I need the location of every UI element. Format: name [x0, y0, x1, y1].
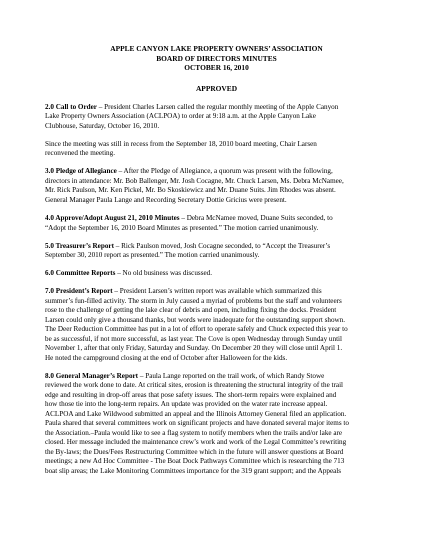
- approval-status: APPROVED: [195, 83, 238, 93]
- section-text: – After the Pledge of Allegiance, a quorum was present with the following,: [116, 167, 333, 176]
- section-text: closed. Her message included the maintenance crew’s work and work of the Legal Committee’s rewriting: [45, 438, 347, 447]
- text-line: [45, 306, 388, 316]
- text-line: [45, 297, 388, 307]
- section-text: – President Charles Larsen called the regular monthly meeting of the Apple Canyon: [96, 102, 339, 111]
- text-line: [45, 214, 388, 224]
- minutes-section: [45, 140, 388, 159]
- text-line: [45, 344, 388, 354]
- text-line: [45, 381, 388, 391]
- association-name: APPLE CANYON LAKE PROPERTY OWNERS’ ASSOCIATION: [110, 44, 323, 53]
- text-line: [45, 467, 388, 477]
- text-line: [45, 410, 388, 420]
- text-line: [45, 391, 388, 401]
- text-line: [45, 140, 388, 150]
- text-line: [45, 186, 388, 196]
- text-line: [45, 196, 388, 206]
- section-text: the By-laws; the Dues/Fees Restructuring Committee which in the future will answer questions at Board: [45, 447, 344, 456]
- text-line: [45, 457, 388, 467]
- section-text: – President Larsen’s written report was available which summarized this: [112, 287, 322, 296]
- text-line: [45, 112, 388, 122]
- text-line: [45, 325, 388, 335]
- section-text: rose to the challenge of getting the lake clear of debris and open, including fixing the docks. President: [45, 306, 337, 315]
- section-heading: 8.0 General Manager’s Report: [45, 371, 139, 380]
- minutes-section: [45, 167, 388, 205]
- section-text: how those tie into the long-term repairs. An update was provided on the water rate increase appeal.: [45, 400, 328, 409]
- text-line: [45, 448, 388, 458]
- section-text: General Manager Paula Lange and Recording Secretary Dottie Gricius were present.: [45, 195, 287, 204]
- section-text: Larsen could only give a thousand thanks, but words were inadequate for the outstanding support shown.: [45, 315, 346, 324]
- minutes-section: [45, 214, 388, 233]
- section-text: ACLPOA and Lake Wildwood submitted an appeal and the Illinois Attorney General filed an application.: [45, 409, 347, 418]
- section-text: Clubhouse, Saturday, October 16, 2010.: [45, 121, 160, 130]
- section-text: – Debra McNamee moved, Duane Suits seconded, to: [179, 214, 333, 223]
- section-text: – No old business was discussed.: [115, 269, 213, 278]
- section-heading: 5.0 Treasurer’s Report: [45, 241, 114, 250]
- section-text: summer’s fun-filled activity. The storm in July caused a myriad of problems but the staff and volunteers: [45, 296, 342, 305]
- section-text: the Association.–Paula would like to see a flag system to notify members when the trails and/or lake are: [45, 428, 343, 437]
- minutes-section: [45, 242, 388, 261]
- section-heading: 7.0 President’s Report: [45, 287, 113, 296]
- section-text: directors in attendance: Mr. Bob Ballenger, Mr. Josh Cocagne, Mr. Chuck Larsen, Ms. Debra McNamee,: [45, 176, 344, 185]
- text-line: [45, 103, 388, 113]
- section-text: September 30, 2010 report as presented.” The motion carried unanimously.: [45, 251, 260, 260]
- section-text: – Paula Lange reported on the trail work, of which Randy Stowe: [138, 371, 325, 380]
- section-text: The Deer Reduction Committee has put in a lot of effort to operate safely and Chuck expected this year to: [45, 325, 348, 334]
- minutes-section: [45, 372, 388, 477]
- section-text: Paula shared that several committees work on significant projects and have donated several major items to: [45, 419, 349, 428]
- minutes-section: [45, 103, 388, 132]
- document-type: BOARD OF DIRECTORS MINUTES: [156, 53, 277, 63]
- section-text: be as successful, if not more successful, as last year. The Cove is open Wednesday through Sunday until: [45, 334, 343, 343]
- text-line: [45, 419, 388, 429]
- text-line: [45, 316, 388, 326]
- text-line: [45, 167, 388, 177]
- section-text: November 1, after that only Friday, Saturday and Sunday. On December 20 they will close until April 1.: [45, 344, 343, 353]
- section-heading: 2.0 Call to Order: [45, 102, 97, 111]
- section-text: edge and resulting in drop-off areas that pose safety issues. The short-term repairs were explained and: [45, 390, 337, 399]
- section-text: reviewed the work done to date. At critical sites, erosion is threatening the structural integrity of the trail: [45, 381, 344, 390]
- text-line: [45, 149, 388, 159]
- text-line: [45, 242, 388, 252]
- section-text: – Rick Paulson moved, Josh Cocagne seconded, to “Accept the Treasurer’s: [113, 241, 331, 250]
- text-line: [45, 287, 388, 297]
- text-line: [45, 122, 388, 132]
- document-header: [45, 44, 388, 73]
- text-line: [45, 224, 388, 234]
- section-text: reconvened the meeting.: [45, 149, 115, 158]
- section-text: Since the meeting was still in recess from the September 18, 2010 board meeting, Chair Larsen: [45, 139, 317, 148]
- section-text: Mr. Rick Paulson, Mr. Ken Pickel, Mr. Bo Skoskiewicz and Mr. Duane Suits. Jim Rhodes was absent.: [45, 186, 336, 195]
- minutes-body: [45, 103, 388, 477]
- text-line: [45, 177, 388, 187]
- section-text: Lake Property Owners Association (ACLPOA) to order at 9:18 a.m. at the Apple Canyon Lake: [45, 112, 316, 121]
- section-heading: 3.0 Pledge of Allegiance: [45, 167, 117, 176]
- section-heading: 4.0 Approve/Adopt August 21, 2010 Minutes: [45, 214, 180, 223]
- meeting-date: OCTOBER 16, 2010: [184, 63, 249, 73]
- minutes-section: [45, 287, 388, 363]
- text-line: [45, 251, 388, 261]
- text-line: [45, 335, 388, 345]
- section-text: meetings; a new Ad Hoc Committee - The Boat Dock Pathways Committee which is researching the 713: [45, 457, 345, 466]
- section-text: “Adopt the September 16, 2010 Board Minutes as presented.” The motion carried unanimously.: [45, 223, 319, 232]
- text-line: [45, 372, 388, 382]
- text-line: [45, 429, 388, 439]
- section-heading: 6.0 Committee Reports: [45, 269, 116, 278]
- text-line: [45, 354, 388, 364]
- section-text: He noted the campground closing at the end of October after Halloween for the kids.: [45, 353, 288, 362]
- minutes-section: [45, 269, 388, 279]
- text-line: [45, 400, 388, 410]
- text-line: [45, 438, 388, 448]
- section-text: boat slip areas; the Lake Monitoring Committees importance for the 319 grant support; and the Appeals: [45, 466, 342, 475]
- text-line: [45, 269, 388, 279]
